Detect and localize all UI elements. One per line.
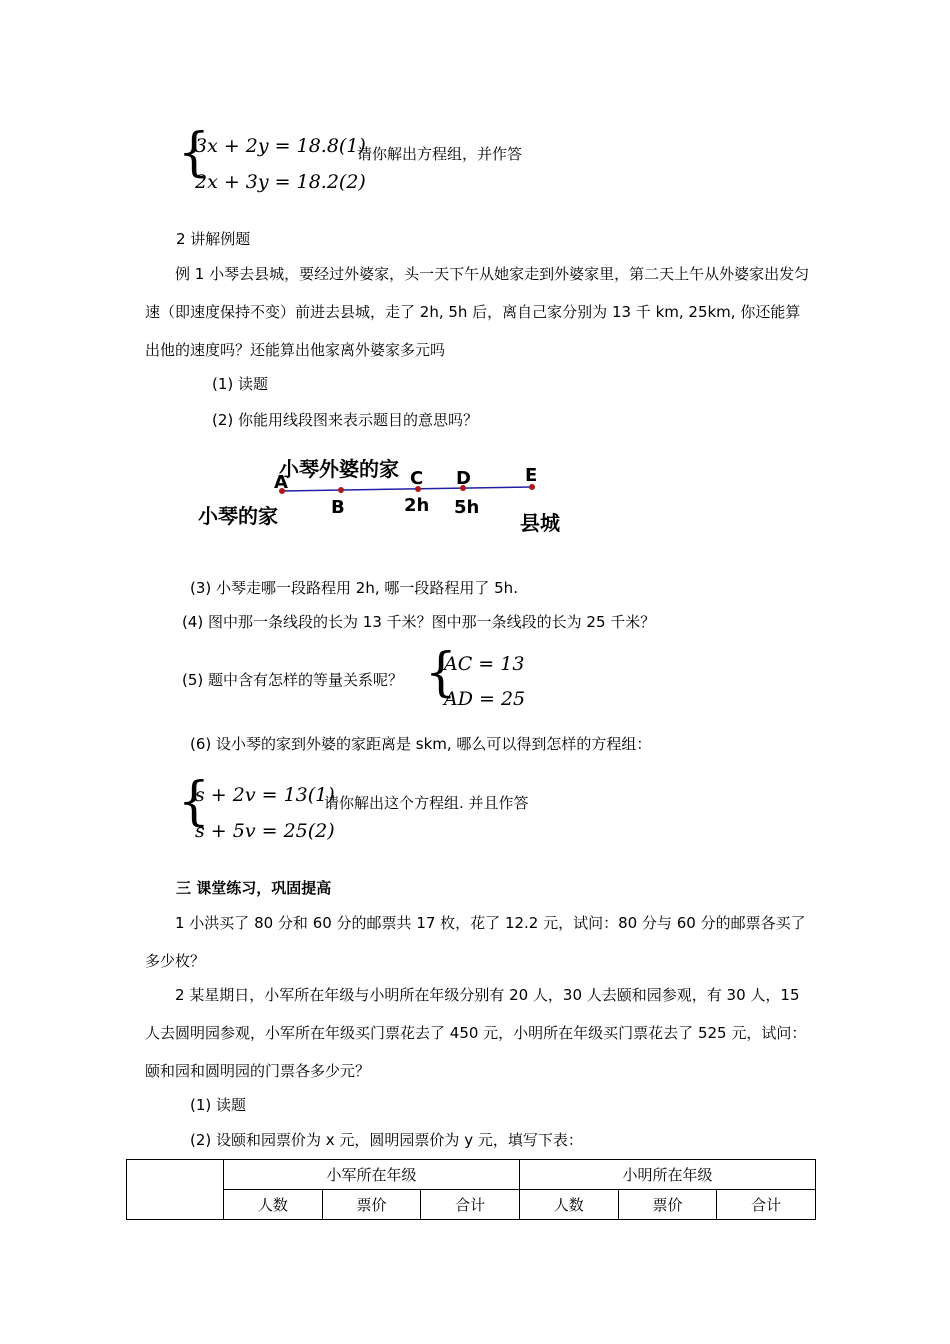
step-4: (4) 图中那一条线段的长为 13 千米？图中那一条线段的长为 25 千米？ [182, 613, 656, 631]
instruction-text: 请你解出方程组，并作答 [357, 145, 523, 163]
equation-2: s + 5v = 25(2) [195, 820, 335, 842]
time-2h-label: 2h [404, 495, 430, 516]
step-3: (3) 小琴走哪一段路程用 2h, 哪一段路程用了 5h. [190, 579, 518, 597]
relation-eq-2: AD = 25 [444, 688, 526, 710]
ticket-table [126, 1159, 816, 1220]
table-header: 合计 [717, 1190, 816, 1220]
step-5: (5) 题中含有怎样的等量关系呢？ [182, 671, 404, 689]
section-title: 三 课堂练习，巩固提高 [176, 879, 332, 897]
point-b-label: B [331, 497, 345, 518]
equation-1: 3x + 2y = 18.8(1) [195, 135, 366, 157]
section-title: 2 讲解例题 [176, 230, 251, 248]
table-header-group: 小明所在年级 [519, 1160, 815, 1190]
point-b-dot [338, 487, 344, 493]
table-row [127, 1160, 816, 1190]
equation-1: s + 2v = 13(1) [195, 784, 335, 806]
step-1: (1) 读题 [212, 375, 269, 393]
example-paragraph: 例 1 小琴去县城，要经过外婆家，头一天下午从她家走到外婆家里，第二天上午从外婆家出发匀速（即速度保持不变）前进去县城，走了 2h, 5h 后，离自己家分别为 13 千 km, 25km, 你还能算出他的速度吗？还能算出他家离外婆家多元吗 [145, 265, 810, 359]
left-brace: { [178, 121, 210, 183]
table-cell [127, 1160, 224, 1220]
grandma-home-label: 小琴外婆的家 [279, 457, 399, 481]
exercise-1: 1 小洪买了 80 分和 60 分的邮票共 17 枚，花了 12.2 元，试问：80 分与 60 分的邮票各买了多少枚？ [145, 914, 806, 970]
exercise-2: 2 某星期日，小军所在年级与小明所在年级分别有 20 人，30 人去颐和园参观，有 30 人，15 人去圆明园参观，小军所在年级买门票花去了 450 元，小明所在年级买门票花去了 525 元，试问：颐和园和圆明园的门票各多少元？ [145, 986, 807, 1080]
point-c-label: C [410, 468, 424, 489]
step-2: (2) 你能用线段图来表示题目的意思吗？ [212, 411, 479, 429]
segment-line [0, 0, 950, 560]
instruction-text: 请你解出这个方程组. 并且作答 [324, 794, 529, 812]
left-brace: { [425, 641, 457, 703]
table-header: 人数 [519, 1190, 618, 1220]
table-header: 合计 [421, 1190, 520, 1220]
table-header: 人数 [224, 1190, 323, 1220]
table-header: 票价 [322, 1190, 421, 1220]
point-e-label: E [525, 465, 538, 486]
exercise-2-step-1: (1) 读题 [190, 1096, 247, 1114]
segment [282, 487, 532, 491]
time-5h-label: 5h [454, 497, 480, 518]
left-brace: { [178, 770, 210, 832]
table-header-group: 小军所在年级 [224, 1160, 520, 1190]
equation-2: 2x + 3y = 18.2(2) [195, 171, 366, 193]
relation-eq-1: AC = 13 [444, 653, 525, 675]
step-6: (6) 设小琴的家到外婆的家距离是 skm, 哪么可以得到怎样的方程组： [190, 735, 652, 753]
table-row [127, 1190, 816, 1220]
point-a-label: A [274, 472, 288, 493]
exercise-2-step-2: (2) 设颐和园票价为 x 元，圆明园票价为 y 元，填写下表： [190, 1131, 583, 1149]
table-header: 票价 [618, 1190, 717, 1220]
point-d-label: D [456, 468, 471, 489]
home-label: 小琴的家 [198, 504, 278, 528]
county-label: 县城 [520, 511, 560, 535]
